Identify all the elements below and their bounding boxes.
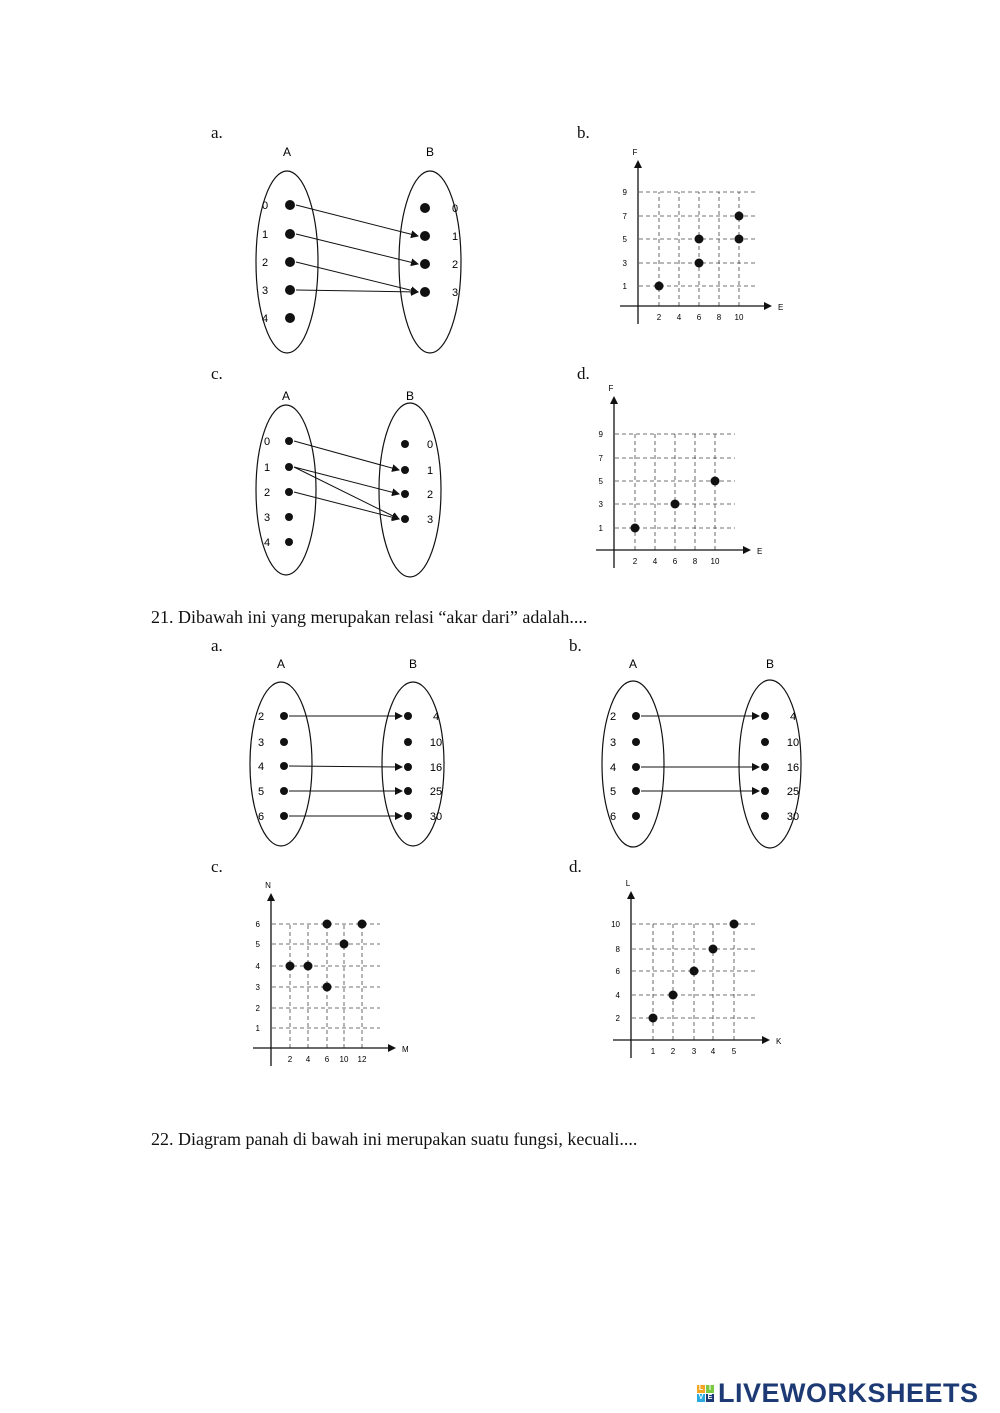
set-b-element: 10 — [429, 737, 443, 749]
y-tick-label: 8 — [615, 945, 620, 954]
set-a-element: 5 — [609, 786, 617, 798]
y-tick-label: 2 — [615, 1014, 620, 1023]
option-c-label: c. — [211, 364, 223, 383]
set-a-element: 4 — [609, 762, 617, 774]
set-b-element: 2 — [426, 489, 434, 501]
brand-logo-letter: I — [706, 1385, 714, 1393]
y-tick-label: 5 — [255, 940, 260, 949]
x-axis-label: E — [778, 303, 784, 312]
x-tick-label: 4 — [652, 557, 658, 566]
set-a-element: 4 — [263, 537, 271, 549]
x-axis-label: K — [776, 1037, 782, 1046]
x-tick-label: 10 — [339, 1055, 349, 1064]
data-point — [730, 920, 739, 929]
question-21-text: 21. Dibawah ini yang merupakan relasi “akar dari” adalah.... — [151, 607, 588, 627]
set-b-label: B — [765, 657, 775, 671]
set-a-element: 3 — [261, 285, 269, 297]
y-tick-label: 9 — [622, 188, 627, 197]
set-b-element: 4 — [789, 711, 797, 723]
set-b-element: 16 — [786, 762, 800, 774]
x-tick-label: 8 — [692, 557, 698, 566]
y-tick-label: 1 — [598, 524, 603, 533]
data-point — [649, 1014, 658, 1023]
y-tick-label: 10 — [611, 920, 620, 929]
y-tick-label: 5 — [598, 477, 603, 486]
x-tick-label: 2 — [670, 1047, 676, 1056]
set-b-element: 4 — [432, 711, 440, 723]
brand-logo-letter: E — [707, 1393, 713, 1401]
y-tick-label: 1 — [622, 282, 627, 291]
y-axis-label: F — [608, 384, 614, 393]
set-a-label: A — [628, 657, 638, 671]
set-a-element: 0 — [263, 436, 271, 448]
option-b-label: b. — [569, 636, 582, 655]
set-b-element: 0 — [426, 439, 434, 451]
set-a-element: 2 — [257, 711, 265, 723]
x-tick-label: 3 — [691, 1047, 697, 1056]
set-b-element: 10 — [786, 737, 800, 749]
set-b-element: 1 — [451, 231, 459, 243]
set-a-label: A — [276, 657, 286, 671]
data-point — [669, 991, 678, 1000]
y-tick-label: 5 — [622, 235, 627, 244]
y-tick-label: 6 — [615, 967, 620, 976]
y-tick-label: 9 — [598, 430, 603, 439]
set-b-element: 25 — [786, 786, 800, 798]
set-a-element: 3 — [263, 512, 271, 524]
option-c-label: c. — [211, 857, 223, 876]
set-a-element: 2 — [263, 487, 271, 499]
set-a-label: A — [281, 389, 291, 403]
y-axis-label: F — [632, 148, 638, 157]
x-tick-label: 8 — [716, 313, 722, 322]
option-d-label: d. — [569, 857, 582, 876]
data-point — [690, 967, 699, 976]
set-a-element: 1 — [261, 229, 269, 241]
brand-logo-letter: L — [698, 1384, 704, 1392]
y-tick-label: 4 — [615, 991, 620, 1000]
x-tick-label: 10 — [734, 313, 744, 322]
brand-name: LIVEWORKSHEETS — [718, 1377, 979, 1408]
x-axis-label: E — [757, 547, 763, 556]
y-tick-label: 1 — [255, 1024, 260, 1033]
option-a-label: a. — [211, 123, 223, 142]
set-a-element: 1 — [263, 462, 271, 474]
x-tick-label: 2 — [656, 313, 662, 322]
y-tick-label: 7 — [598, 454, 603, 463]
x-tick-label: 6 — [324, 1055, 330, 1064]
set-a-element: 5 — [257, 786, 265, 798]
x-tick-label: 12 — [357, 1055, 367, 1064]
x-tick-label: 2 — [287, 1055, 293, 1064]
set-b-element: 16 — [429, 762, 443, 774]
liveworksheets-brand[interactable] — [697, 1378, 979, 1408]
y-tick-label: 3 — [598, 500, 603, 509]
set-b-element: 0 — [451, 203, 459, 215]
option-d-label: d. — [577, 364, 590, 383]
y-axis-label: N — [265, 881, 271, 890]
set-b-element: 3 — [426, 514, 434, 526]
x-tick-label: 4 — [676, 313, 682, 322]
set-b-element: 25 — [429, 786, 443, 798]
data-point — [709, 945, 718, 954]
set-b-label: B — [425, 145, 435, 159]
brand-logo-letter: V — [698, 1393, 704, 1401]
x-tick-label: 5 — [731, 1047, 737, 1056]
set-a-element: 2 — [609, 711, 617, 723]
set-a-element: 3 — [609, 737, 617, 749]
option-b-label: b. — [577, 123, 590, 142]
set-a-element: 4 — [261, 313, 269, 325]
y-tick-label: 3 — [255, 983, 260, 992]
set-b-element: 1 — [426, 465, 434, 477]
x-axis-label: M — [402, 1045, 409, 1054]
set-a-element: 0 — [261, 200, 269, 212]
set-b-element: 30 — [429, 811, 443, 823]
set-a-element: 2 — [261, 257, 269, 269]
set-b-label: B — [405, 389, 415, 403]
x-tick-label: 10 — [710, 557, 720, 566]
x-tick-label: 6 — [696, 313, 702, 322]
y-tick-label: 7 — [622, 212, 627, 221]
option-a-label: a. — [211, 636, 223, 655]
y-tick-label: 3 — [622, 259, 627, 268]
set-b-element: 2 — [451, 259, 459, 271]
set-a-label: A — [282, 145, 292, 159]
y-axis-label: L — [625, 879, 631, 888]
set-b-element: 3 — [451, 287, 459, 299]
x-tick-label: 6 — [672, 557, 678, 566]
set-a-element: 4 — [257, 761, 265, 773]
x-tick-label: 1 — [650, 1047, 656, 1056]
y-tick-label: 2 — [255, 1004, 260, 1013]
x-tick-label: 2 — [632, 557, 638, 566]
set-a-element: 3 — [257, 737, 265, 749]
set-a-element: 6 — [609, 811, 617, 823]
set-b-element: 30 — [786, 811, 800, 823]
y-tick-label: 4 — [255, 962, 260, 971]
x-tick-label: 4 — [710, 1047, 716, 1056]
brand-logo-icon — [697, 1385, 714, 1402]
question-22-text: 22. Diagram panah di bawah ini merupakan suatu fungsi, kecuali.... — [151, 1129, 638, 1149]
set-b-label: B — [408, 657, 418, 671]
x-tick-label: 4 — [305, 1055, 311, 1064]
set-a-element: 6 — [257, 811, 265, 823]
y-tick-label: 6 — [255, 920, 260, 929]
